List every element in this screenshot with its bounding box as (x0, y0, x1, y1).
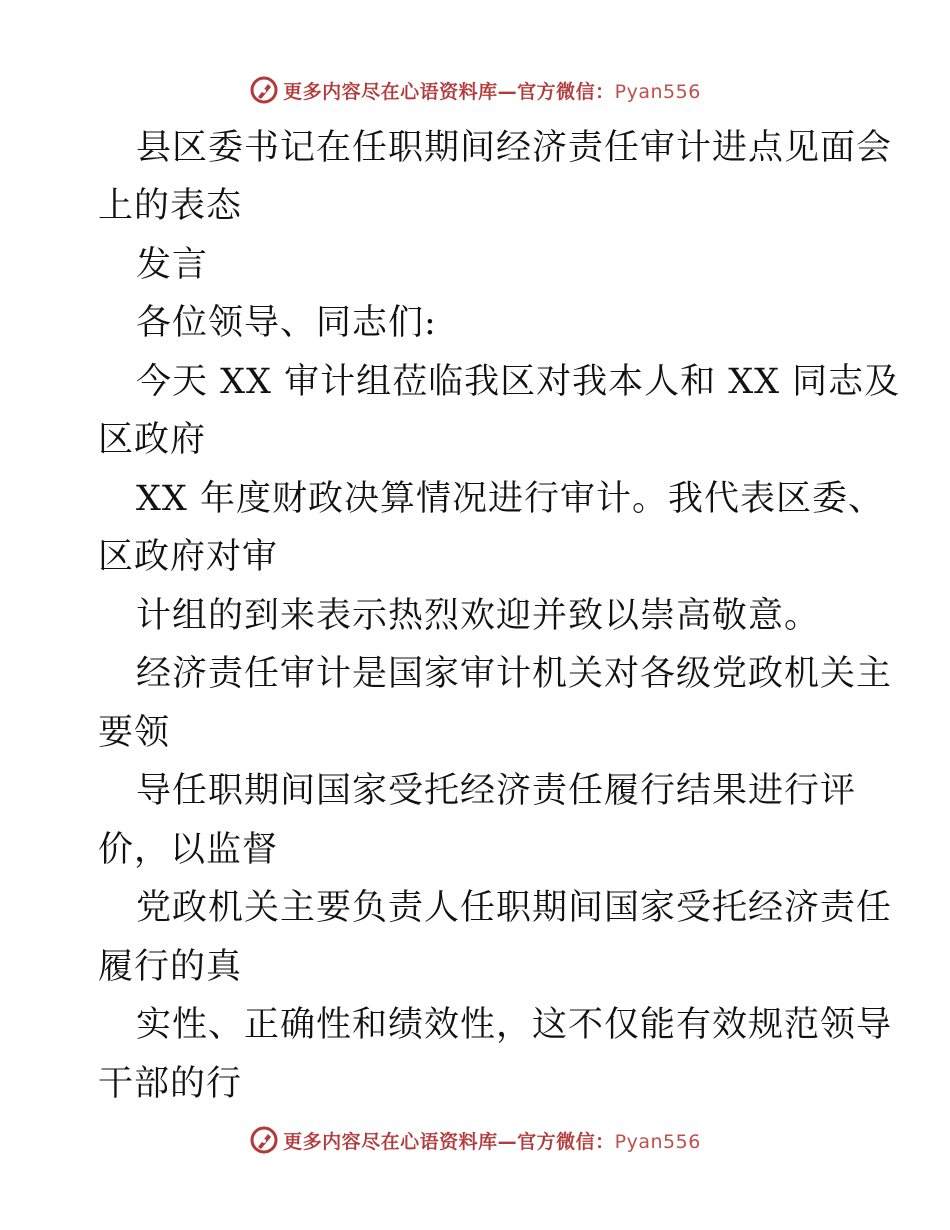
doc-line: 今天 XX 审计组莅临我区对我本人和 XX 同志及 (136, 362, 901, 402)
header-watermark (0, 70, 950, 110)
watermark-id: Pyan556 (614, 80, 701, 103)
doc-line: 发言 (136, 245, 209, 285)
doc-line: 各位领导、同志们: (136, 303, 437, 343)
doc-line: 实性、正确性和绩效性，这不仅能有效规范领导 (136, 1005, 893, 1045)
doc-line: 导任职期间国家受托经济责任履行结果进行评 (136, 771, 857, 811)
doc-line: 县区委书记在任职期间经济责任审计进点见面会 (136, 128, 893, 168)
doc-line: 经济责任审计是国家审计机关对各级党政机关主 (136, 654, 893, 694)
doc-line: 区政府 (98, 420, 207, 460)
doc-line: 价，以监督 (98, 830, 279, 870)
doc-line: 区政府对审 (98, 537, 279, 577)
pen-nib-icon (249, 75, 279, 105)
doc-line: 履行的真 (98, 947, 243, 987)
watermark-id: Pyan556 (614, 1130, 701, 1153)
doc-line: XX 年度财政决算情况进行审计。我代表区委、 (136, 479, 884, 519)
footer-watermark (0, 1120, 950, 1160)
doc-line: 计组的到来表示热烈欢迎并致以崇高敬意。 (136, 596, 821, 636)
doc-line: 上的表态 (98, 186, 243, 226)
watermark-text: 更多内容尽在心语资料库—官方微信： (283, 80, 615, 103)
doc-line: 要领 (98, 713, 171, 753)
doc-line: 党政机关主要负责人任职期间国家受托经济责任 (136, 888, 893, 928)
watermark-text: 更多内容尽在心语资料库—官方微信： (283, 1130, 615, 1153)
pen-nib-icon (249, 1125, 279, 1155)
doc-line: 干部的行 (98, 1064, 243, 1104)
